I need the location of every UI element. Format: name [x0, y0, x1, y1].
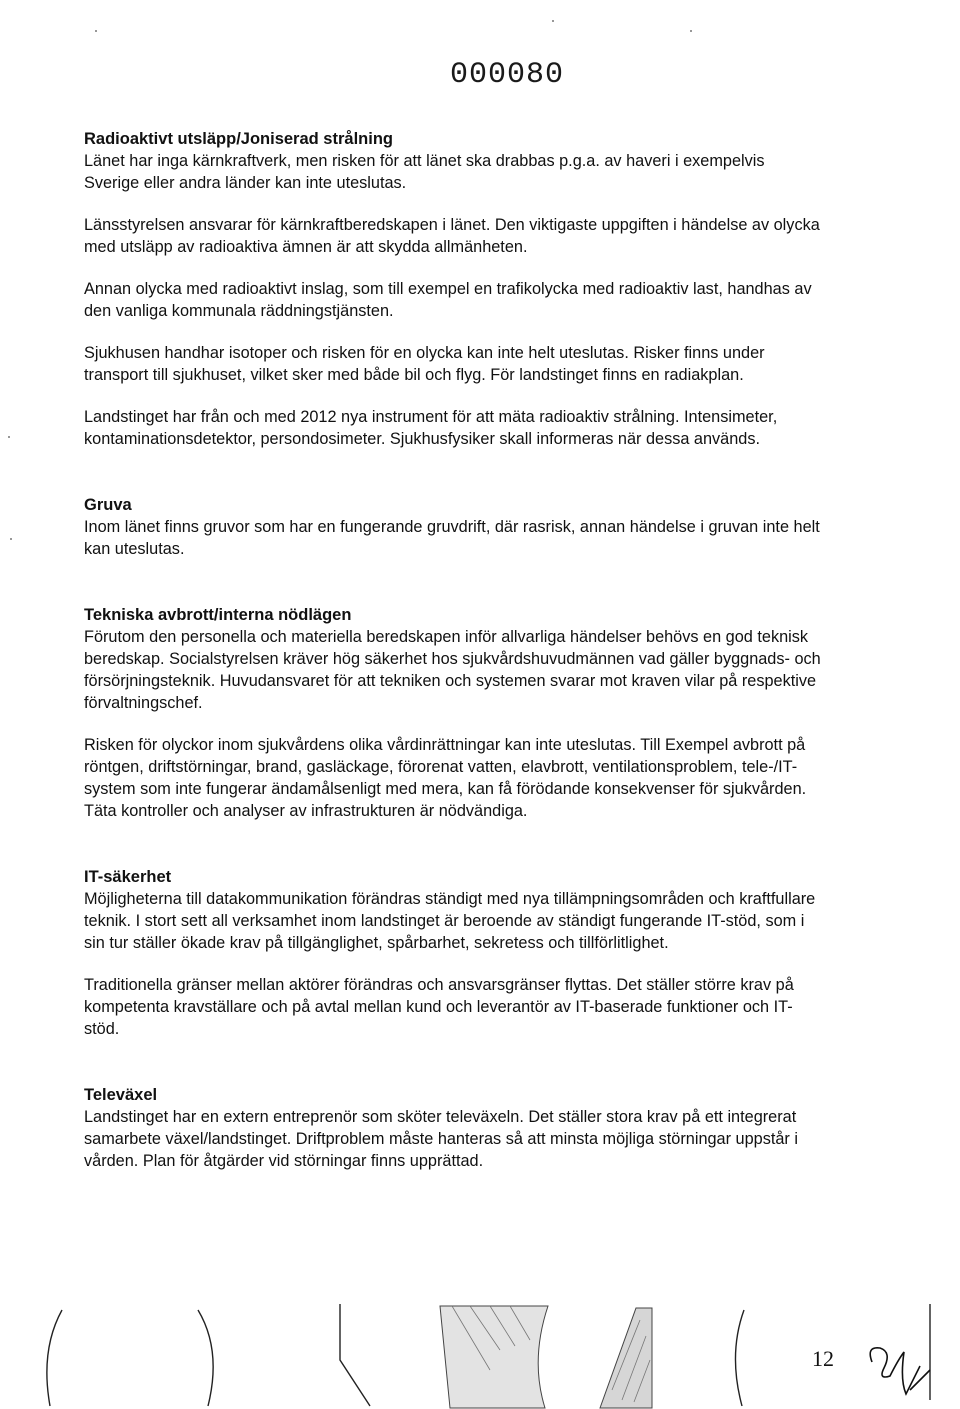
scan-speck: [95, 30, 97, 32]
section-radioactive: [84, 128, 824, 450]
section-heading: Televäxel: [84, 1086, 158, 1104]
hatched-triangle-mark: [600, 1308, 652, 1408]
paragraph: Annan olycka med radioaktivt inslag, som till exempel en trafikolycka med radioaktiv last, handhas av den vanliga kommunala räddningstjänsten.: [84, 280, 812, 320]
scan-speck: [552, 20, 554, 22]
paragraph: Förutom den personella och materiella beredskapen inför allvarliga händelser behövs en god teknisk beredskap. Socialstyrelsen kräver hög säkerhet hos sjukvårdshuvudmännen vad gäller byggnads- och försörjningsteknik. Huvudansvaret för att tekniken och systemen svarar mot kraven vilar på respektive förvaltningschef.: [84, 628, 821, 712]
document-body: [84, 128, 824, 1172]
scan-speck: [10, 538, 12, 540]
hatched-triangle-mark: [440, 1306, 548, 1408]
section-technical-outages: [84, 604, 824, 822]
section-heading: Gruva: [84, 496, 132, 514]
scan-speck: [8, 436, 10, 438]
bracket-mark: [198, 1310, 213, 1406]
bracket-mark: [735, 1310, 744, 1406]
paragraph: Sjukhusen handhar isotoper och risken för en olycka kan inte helt uteslutas. Risker finns under transport till sjukhuset, vilket sker med både bil och flyg. För landstinget finns en radiakplan.: [84, 344, 765, 384]
bracket-mark: [340, 1304, 370, 1406]
section-heading: Radioaktivt utsläpp/Joniserad strålning: [84, 130, 393, 148]
paragraph: Möjligheterna till datakommunikation förändras ständigt med nya tillämpningsområden och kraftfullare teknik. I stort sett all verksamhet inom landstinget är beroende av ständigt fungerande IT-stöd, som i sin tur ställer ökade krav på tillgänglighet, spårbarhet, sekretess och tillförlitlighet.: [84, 890, 816, 952]
paragraph: Länsstyrelsen ansvarar för kärnkraftberedskapen i länet. Den viktigaste uppgiften i händelse av olycka med utsläpp av radioaktiva ämnen är att skydda allmänheten.: [84, 216, 820, 256]
paragraph: Risken för olyckor inom sjukvårdens olika vårdinrättningar kan inte uteslutas. Till Exempel avbrott på röntgen, driftstörningar, brand, gasläckage, förorenat vatten, elavbrott, ventilationsproblem, tele-/IT-system som inte fungerar ändamålsenligt med mera, kan få förödande konsekvenser för sjukvården. Täta kontroller och analyser av infrastrukturen är nödvändiga.: [84, 736, 807, 820]
page-number: 12: [812, 1346, 834, 1371]
scan-speck: [690, 30, 692, 32]
section-switchboard: [84, 1084, 824, 1172]
section-heading: IT-säkerhet: [84, 868, 172, 886]
bracket-mark: [47, 1310, 62, 1406]
paragraph: Landstinget har från och med 2012 nya instrument för att mäta radioaktiv strålning. Intensimeter, kontaminationsdetektor, persondosimeter. Sjukhusfysiker skall informeras när dessa används.: [84, 408, 778, 448]
archive-stamp-number: 000080: [450, 58, 565, 92]
paragraph: Inom länet finns gruvor som har en fungerande gruvdrift, där rasrisk, annan händelse i gruvan inte helt kan uteslutas.: [84, 518, 820, 558]
section-mine: [84, 494, 824, 560]
paragraph: Länet har inga kärnkraftverk, men risken för att länet ska drabbas p.g.a. av haveri i exempelvis Sverige eller andra länder kan inte uteslutas.: [84, 152, 765, 192]
section-heading: Tekniska avbrott/interna nödlägen: [84, 606, 352, 624]
section-it-security: [84, 866, 824, 1040]
handwritten-initials: [870, 1348, 930, 1394]
paragraph: Landstinget har en extern entreprenör som sköter televäxeln. Det ställer stora krav på ett integrerat samarbete växel/landstinget. Driftproblem måste hanteras så att minsta möjliga störningar uppstår i vården. Plan för åtgärder vid störningar finns upprättad.: [84, 1108, 798, 1170]
paragraph: Traditionella gränser mellan aktörer förändras och ansvarsgränser flyttas. Det ställer större krav på kompetenta kravställare och på avtal mellan kund och leverantör av IT-baserade funktioner och IT-stöd.: [84, 976, 794, 1038]
